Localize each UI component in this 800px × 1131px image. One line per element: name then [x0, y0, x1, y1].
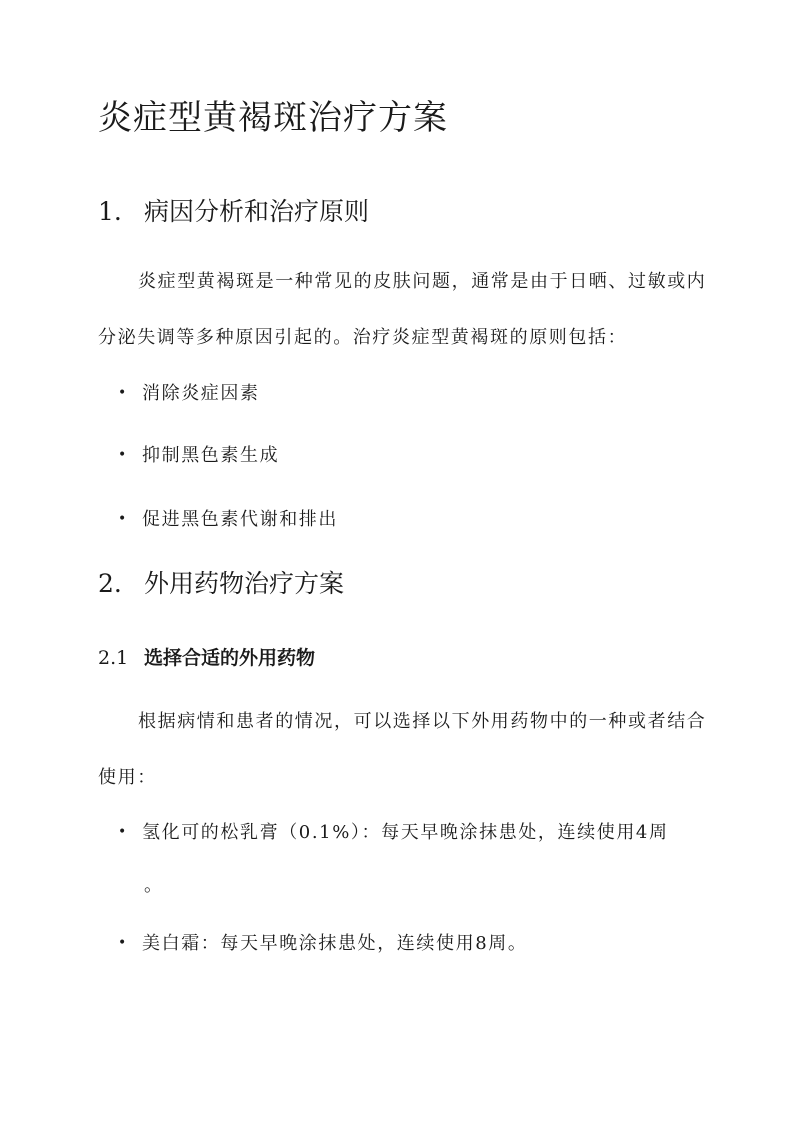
- list-item-text: 美白霜：每天早晚涂抹患处，连续使用8周。: [142, 933, 528, 954]
- section-1-title: 病因分析和治疗原则: [144, 197, 370, 226]
- section-2-number: 2.: [98, 569, 122, 598]
- bullet-icon: •: [118, 511, 128, 527]
- bullet-icon: •: [118, 935, 128, 951]
- list-item: [118, 505, 338, 534]
- section-1-heading: [98, 194, 369, 230]
- section-2-1-heading: [98, 644, 315, 672]
- list-item-text: 促进黑色素代谢和排出: [142, 509, 338, 530]
- list-item-continuation: 。: [144, 875, 162, 896]
- section-2-heading: [98, 566, 344, 602]
- section-1-paragraph: 炎症型黄褐斑是一种常见的皮肤问题，通常是由于日晒、过敏或内分泌失调等多种原因引起的。治疗炎症型黄褐斑的原则包括：: [98, 271, 707, 348]
- section-2-title: 外用药物治疗方案: [144, 569, 345, 598]
- section-1-number: 1.: [98, 197, 122, 226]
- section-2-1-title: 选择合适的外用药物: [144, 647, 316, 669]
- list-item-text: 消除炎症因素: [142, 383, 260, 404]
- section-2-1-number: 2.1: [98, 647, 129, 669]
- bullet-icon: •: [118, 824, 128, 840]
- list-item: [118, 379, 260, 408]
- list-item: [118, 818, 669, 847]
- bullet-icon: •: [118, 385, 128, 401]
- list-item-text: 抑制黑色素生成: [142, 445, 280, 466]
- bullet-icon: •: [118, 447, 128, 463]
- list-item: [118, 441, 279, 470]
- list-item-text: 氢化可的松乳膏（0.1%）：每天早晚涂抹患处，连续使用4周: [142, 822, 669, 843]
- list-item: [118, 929, 527, 958]
- document-title: 炎症型黄褐斑治疗方案: [98, 98, 448, 138]
- section-2-1-paragraph: 根据病情和患者的情况，可以选择以下外用药物中的一种或者结合使用：: [98, 711, 707, 788]
